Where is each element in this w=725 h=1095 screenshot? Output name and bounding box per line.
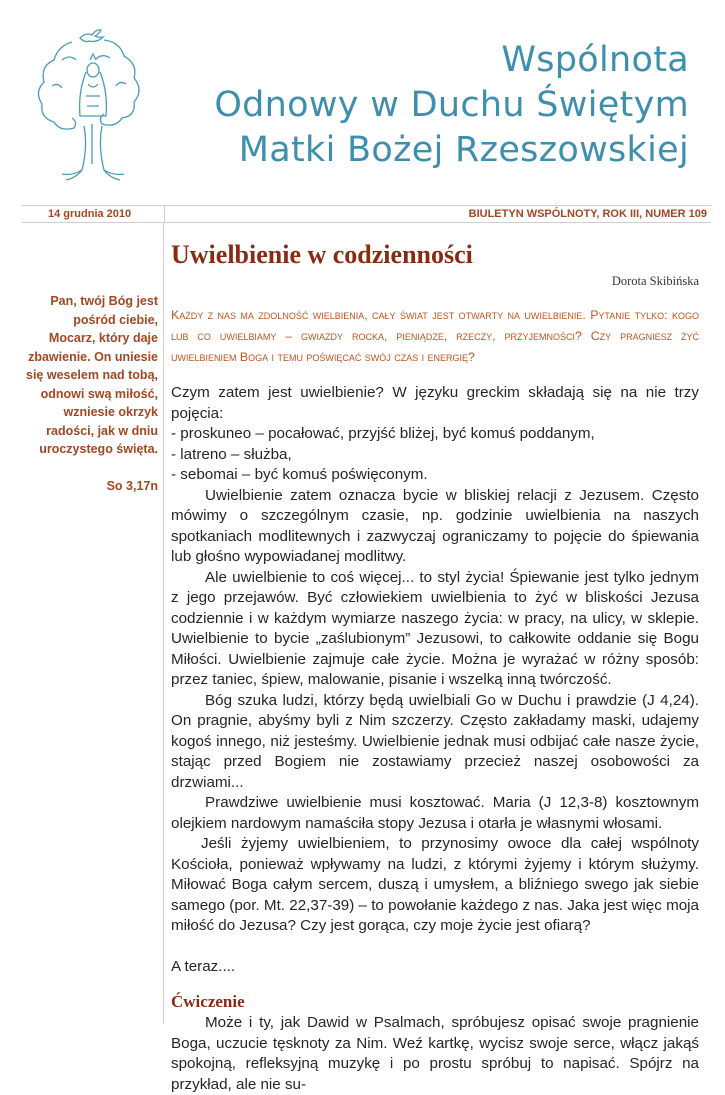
body-paragraph: Jeśli żyjemy uwielbieniem, to przynosimy owoce dla całej wspólnoty Kościoła, ponieważ wpływamy na ludzi, z którymi żyjemy i którym służymy. Miłować Boga całym sercem, duszą i umysłem, a bliźniego swego jak siebie samego (por. Mt. 22,37-39) – to powołanie każdego z nas. Jaka jest więc moja miłość do Jezusa? Czy jest gorąca, czy moje życie jest ofiarą? bbox=[171, 835, 699, 934]
masthead-line-1: Wspólnota bbox=[501, 40, 689, 80]
community-logo-icon bbox=[22, 20, 162, 188]
body-paragraph: Bóg szuka ludzi, którzy będą uwielbiali Go w Duchu i prawdzie (J 4,24). On pragnie, abyśmy byli z Nim szczerzy. Często zakładamy maski, udajemy kogoś innego, niż jesteśmy. Uwielbienie jednak musi odbijać całe nasze życie, stając przed Bogiem nie zostawiamy przecież naszej osobowości za drzwiami... bbox=[171, 691, 699, 791]
masthead-line-3: Matki Bożej Rzeszowskiej bbox=[238, 130, 689, 170]
exercise-paragraph: Może i ty, jak Dawid w Psalmach, spróbujesz opisać swoje pragnienie Boga, uczucie tęsknoty za Nim. Weź kartkę, wycisz swoje serce, włącz jakąś spokojną, refleksyjną muzykę i po prostu spróbuj to napisać. Spójrz na przykład, ale nie su- bbox=[171, 1014, 699, 1093]
column-divider bbox=[163, 222, 164, 1024]
header-rule-bottom bbox=[22, 222, 711, 223]
article-body bbox=[171, 383, 699, 1095]
term-item: - latreno – służba, bbox=[171, 445, 292, 463]
issue-date: 14 grudnia 2010 bbox=[48, 208, 132, 220]
masthead-line-2: Odnowy w Duchu Świętym bbox=[214, 85, 689, 125]
spacer bbox=[171, 937, 699, 957]
term-item: - proskuneo – pocałować, przyjść bliżej, być komuś poddanym, bbox=[171, 425, 595, 442]
quote-reference: So 3,17n bbox=[106, 478, 158, 493]
article bbox=[171, 238, 699, 1095]
article-lead: Każdy z nas ma zdolność wielbienia, cały świat jest otwarty na uwielbienie. Pytanie tylko: kogo lub co uwielbiamy – gwiazdy rocka, pieniądze, rzeczy, przyjemności? Czy pragniesz żyć uwielbieniem Boga i temu poświęcać swój czas i energię? bbox=[171, 308, 699, 364]
header-separator bbox=[164, 206, 165, 222]
closing-line: A teraz.... bbox=[171, 957, 236, 975]
body-paragraph: Ale uwielbienie to coś więcej... to styl życia! Śpiewanie jest tylko jednym z jego przejawów. Być człowiekiem uwielbienia to żyć w bliskości Jezusa codziennie i w każdym wymiarze naszego życia: w pracy, na ulicy, w sklepie. Uwielbienie to bycie „zaślubionym” Jezusowi, to całkowite oddanie się Bogu Miłości. Uwielbienie zajmuje całe życie. Można je wyrażać w różny sposób: przez taniec, śpiew, malowanie, pisanie i wszelką inną twórczość. bbox=[171, 568, 699, 688]
sidebar-quote bbox=[26, 292, 158, 495]
article-author: Dorota Skibińska bbox=[611, 274, 699, 288]
exercise-heading: Ćwiczenie bbox=[171, 992, 245, 1011]
body-paragraph: Prawdziwe uwielbienie musi kosztować. Maria (J 12,3-8) kosztownym olejkiem nardowym namaściła stopy Jezusa i otarła je własnymi włosami. bbox=[171, 794, 699, 832]
body-paragraph: Uwielbienie zatem oznacza bycie w bliskiej relacji z Jezusem. Często mówimy o szczególnym czasie, np. godzinie uwielbienia na naszych spotkaniach modlitewnych i zazwyczaj ograniczamy to pojęcie do śpiewania lub głośno wypowiadanej modlitwy. bbox=[171, 486, 699, 565]
header-bar bbox=[22, 206, 711, 222]
term-item: - sebomai – być komuś poświęconym. bbox=[171, 466, 428, 483]
bulletin-info: BIULETYN WSPÓLNOTY, ROK III, NUMER 109 bbox=[468, 208, 707, 220]
quote-text: Pan, twój Bóg jest pośród ciebie, Mocarz, który daje zbawienie. On uniesie się weselem nad tobą, odnowi swą miłość, wzniesie okrzyk radości, jak w dniu uroczystego święta. bbox=[26, 294, 158, 456]
intro-paragraph: Czym zatem jest uwielbienie? W języku greckim składają się na nie trzy pojęcia: bbox=[171, 384, 699, 422]
masthead bbox=[214, 38, 689, 173]
article-title: Uwielbienie w codzienności bbox=[171, 240, 473, 269]
